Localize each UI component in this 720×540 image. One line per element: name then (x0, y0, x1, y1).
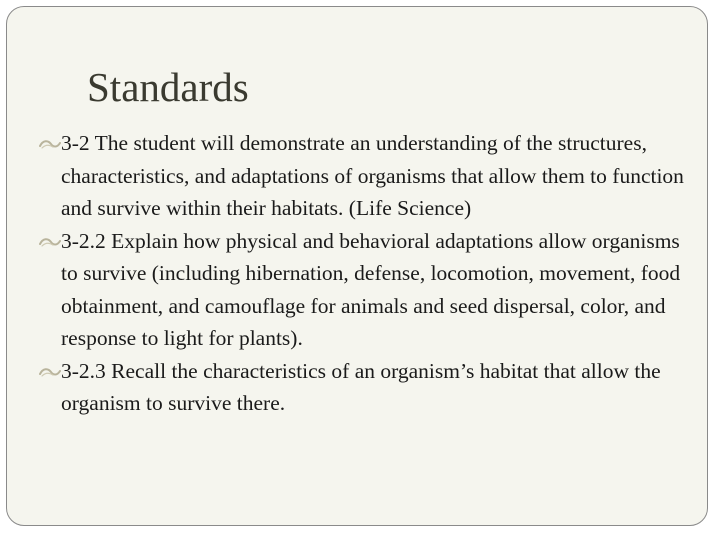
slide-frame (6, 6, 708, 526)
bullet-list (37, 127, 697, 420)
bullet-item (37, 355, 697, 420)
bullet-text: 3-2.2 Explain how physical and behavioral adaptations allow organisms to survive (including hibernation, defense, locomotion, movement, food obtainment, and camouflage for animals and seed dispersal, color, and response to light for plants). (61, 228, 681, 350)
curl-bullet-icon (39, 138, 61, 150)
curl-bullet-icon (39, 236, 61, 248)
slide-title: Standards (87, 64, 249, 110)
bullet-item (37, 127, 697, 225)
bullet-item (37, 225, 697, 355)
curl-bullet-icon (39, 366, 61, 378)
bullet-text: 3-2 The student will demonstrate an understanding of the structures, characteristics, and adaptations of organisms that allow them to function and survive within their habitats. (Life Science) (61, 131, 684, 220)
bullet-text: 3-2.3 Recall the characteristics of an organism’s habitat that allow the organism to survive there. (61, 358, 661, 415)
